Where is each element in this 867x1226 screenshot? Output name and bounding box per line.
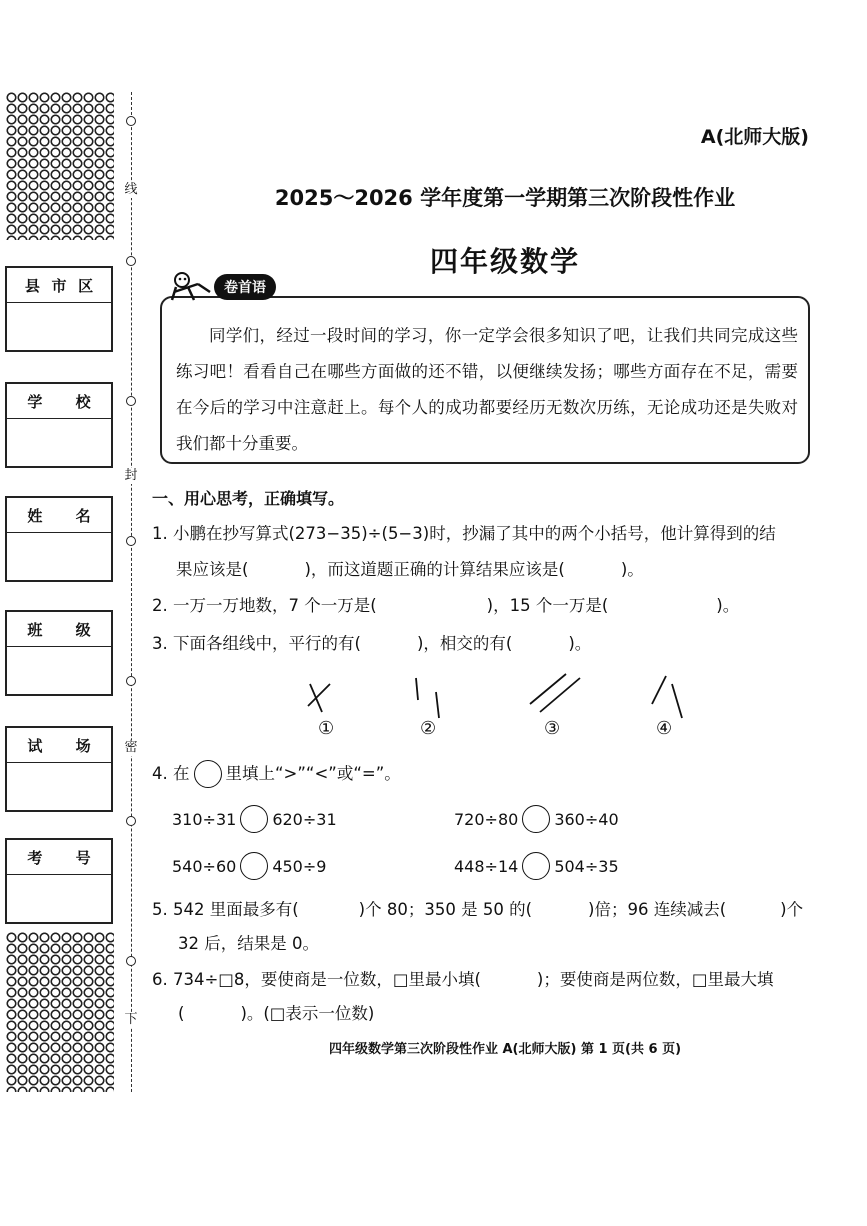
question-1-line2 [176, 560, 644, 580]
binding-dot [126, 536, 136, 546]
field-label: 名 [75, 506, 91, 525]
field-exam-number[interactable] [5, 838, 113, 924]
decorative-circle-pattern-bottom [6, 932, 114, 1092]
field-label: 区 [78, 276, 94, 295]
field-class[interactable] [5, 610, 113, 696]
field-label: 姓 [27, 506, 43, 525]
figure-label-4: ④ [656, 718, 673, 739]
compare-circle[interactable] [240, 805, 268, 833]
figure-label-2: ② [420, 718, 437, 739]
section-heading: 一、用心思考，正确填写。 [152, 489, 345, 508]
text: )。 [568, 634, 592, 653]
text: )个 80；350 是 50 的( [358, 900, 533, 919]
comparison-item [454, 852, 619, 880]
expression: 450÷9 [272, 856, 327, 876]
expression: 310÷31 [172, 809, 237, 829]
decorative-circle-pattern-top [6, 92, 114, 240]
question-5-line1 [152, 900, 803, 920]
text: )。 [716, 596, 740, 615]
text: 果应该是( [176, 560, 249, 579]
expression: 540÷60 [172, 856, 237, 876]
field-school[interactable] [5, 382, 113, 468]
binding-dot [126, 816, 136, 826]
expression: 360÷40 [554, 809, 619, 829]
field-label: 号 [75, 848, 91, 867]
subject-title: 四年级数学 [429, 245, 580, 278]
binding-dot [126, 396, 136, 406]
text: ( [178, 1004, 185, 1023]
text: 5. 542 里面最多有( [152, 900, 299, 919]
figure-label-1: ① [318, 718, 335, 739]
text: )；要使商是两位数，□里最大填 [536, 970, 774, 989]
question-1-line1: 1. 小鹏在抄写算式(273−35)÷(5−3)时，抄漏了其中的两个小括号，他计算得到的结 [152, 524, 776, 543]
text: 3. 下面各组线中，平行的有( [152, 634, 361, 653]
comparison-item [172, 805, 337, 833]
text: )。(□表示一位数) [240, 1004, 375, 1023]
comparison-item [454, 805, 619, 833]
field-label: 校 [75, 392, 91, 411]
text: )个 [780, 900, 804, 919]
line-group-4 [652, 676, 682, 718]
question-6-line1 [152, 970, 773, 990]
binding-dot [126, 956, 136, 966]
line-groups-figure [290, 670, 710, 726]
expression: 720÷80 [454, 809, 519, 829]
figure-label-3: ③ [544, 718, 561, 739]
question-5-line2: 32 后，结果是 0。 [178, 934, 319, 953]
binding-char-line: 线 [124, 182, 138, 197]
field-label: 县 [24, 276, 40, 295]
line-group-2 [416, 678, 439, 718]
text: 6. 734÷□8，要使商是一位数，□里最小填( [152, 970, 481, 989]
expression: 620÷31 [272, 809, 337, 829]
question-6-line2 [178, 1004, 374, 1024]
binding-char-secret: 密 [124, 740, 138, 755]
text: )，相交的有( [416, 634, 513, 653]
compare-circle[interactable] [240, 852, 268, 880]
text: )。 [620, 560, 644, 579]
field-label: 试 [27, 736, 43, 755]
line-group-3 [530, 674, 580, 712]
text: 2. 一万一万地数，7 个一万是( [152, 596, 377, 615]
comparison-item [172, 852, 326, 880]
line-group-1 [308, 684, 330, 712]
text: )倍；96 连续减去( [588, 900, 727, 919]
field-label: 班 [27, 620, 43, 639]
field-exam-room[interactable] [5, 726, 113, 812]
text: )，而这道题正确的计算结果应该是( [304, 560, 565, 579]
field-label: 考 [27, 848, 43, 867]
binding-dot [126, 116, 136, 126]
question-2 [152, 596, 739, 616]
compare-circle[interactable] [522, 805, 550, 833]
circle-symbol-icon [194, 760, 222, 788]
text: )，15 个一万是( [486, 596, 609, 615]
mascot-icon [168, 270, 212, 304]
field-label: 场 [75, 736, 91, 755]
binding-char-seal: 封 [124, 468, 138, 483]
page-footer: 四年级数学第三次阶段性作业 A(北师大版) 第 1 页(共 6 页) [328, 1042, 682, 1057]
intro-badge-label: 卷首语 [214, 274, 276, 300]
text: 里填上“>”“<”或“=”。 [225, 764, 401, 783]
field-label: 市 [51, 276, 67, 295]
binding-dot [126, 676, 136, 686]
compare-circle[interactable] [522, 852, 550, 880]
field-name[interactable] [5, 496, 113, 582]
field-label: 学 [27, 392, 43, 411]
version-label: A(北师大版) [700, 126, 809, 148]
question-4 [152, 760, 401, 788]
field-label: 级 [75, 620, 91, 639]
page-title: 2025～2026 学年度第一学期第三次阶段性作业 [274, 186, 736, 210]
expression: 504÷35 [554, 856, 619, 876]
intro-text: 同学们，经过一段时间的学习，你一定学会很多知识了吧，让我们共同完成这些练习吧！看看自己在哪些方面做的还不错，以便继续发扬；哪些方面存在不足，需要在今后的学习中注意赶上。每个人的成功都要经历无数次历练，无论成功还是失败对我们都十分重要。 [176, 326, 798, 453]
text: 4. 在 [152, 764, 190, 783]
question-3 [152, 634, 591, 654]
expression: 448÷14 [454, 856, 519, 876]
binding-char-down: 下 [124, 1012, 138, 1027]
intro-badge [168, 270, 276, 304]
